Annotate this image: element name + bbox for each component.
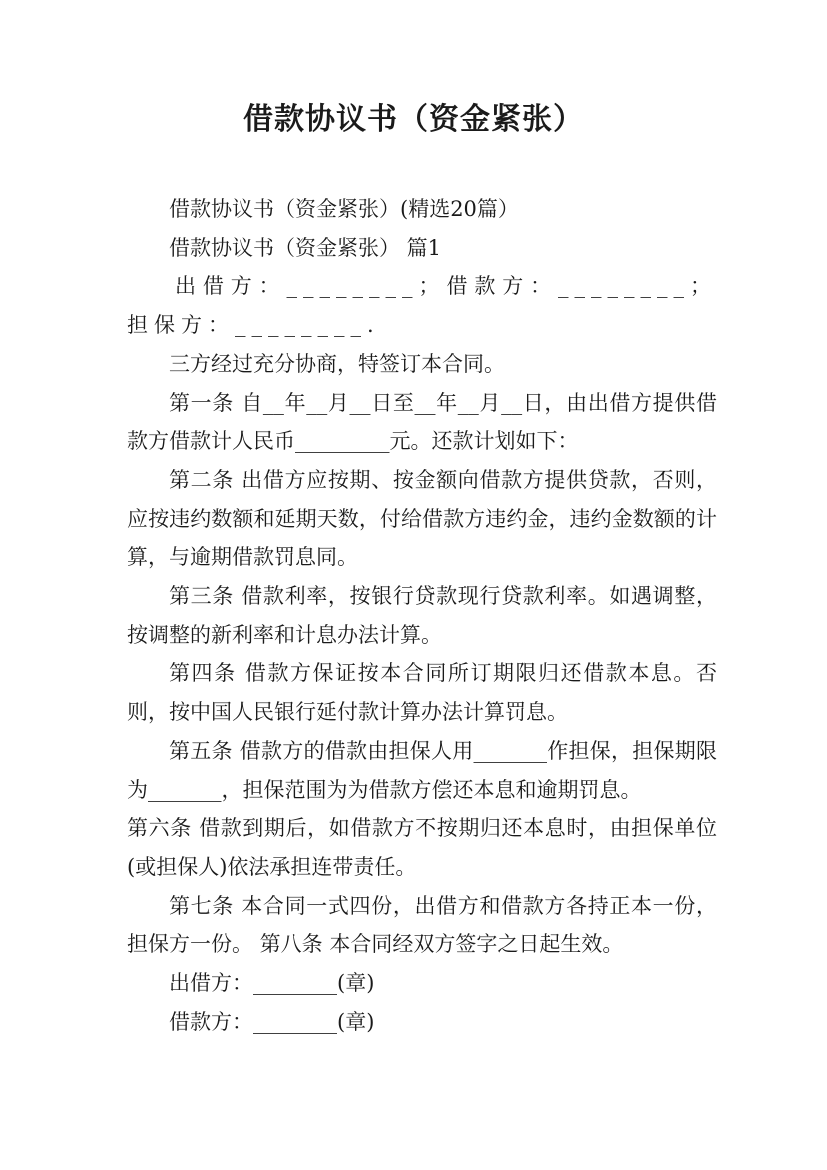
- article-5-paragraph: 第五条 借款方的借款由担保人用_______作担保，担保期限为_______，担保范围为为借款方偿还本息和逾期罚息。: [127, 738, 717, 802]
- article-2-paragraph: 第二条 出借方应按期、按金额向借款方提供贷款，否则，应按违约数额和延期天数，付给借款方违约金，违约金数额的计算，与逾期借款罚息同。: [127, 467, 717, 570]
- parties-line: 出借方：________；借款方：________；担保方：________.: [127, 274, 717, 338]
- document-body: [127, 190, 717, 1041]
- borrower-signature-line: 借款方：________(章): [169, 1009, 375, 1034]
- section-heading: 借款协议书（资金紧张） 篇1: [169, 235, 442, 260]
- article-3-paragraph: 第三条 借款利率，按银行贷款现行贷款利率。如遇调整，按调整的新利率和计息办法计算。: [127, 584, 717, 647]
- document-title: 借款协议书（资金紧张）: [243, 102, 584, 137]
- article-4-paragraph: 第四条 借款方保证按本合同所订期限归还借款本息。否则，按中国人民银行延付款计算办法计算罚息。: [127, 661, 717, 725]
- article-6-paragraph: 第六条 借款到期后，如借款方不按期归还本息时，由担保单位(或担保人)依法承担连带责任。: [127, 816, 717, 879]
- preamble-paragraph: 三方经过充分协商，特签订本合同。: [169, 351, 505, 376]
- lender-signature-line: 出借方：________(章): [169, 971, 375, 996]
- article-1-paragraph: 第一条 自__年__月__日至__年__月__日，由出借方提供借款方借款计人民币_________元。还款计划如下：: [127, 390, 717, 454]
- subtitle-line: 借款协议书（资金紧张）(精选20篇）: [169, 197, 519, 221]
- article-7-8-paragraph: 第七条 本合同一式四份，出借方和借款方各持正本一份，担保方一份。 第八条 本合同经双方签字之日起生效。: [127, 893, 717, 957]
